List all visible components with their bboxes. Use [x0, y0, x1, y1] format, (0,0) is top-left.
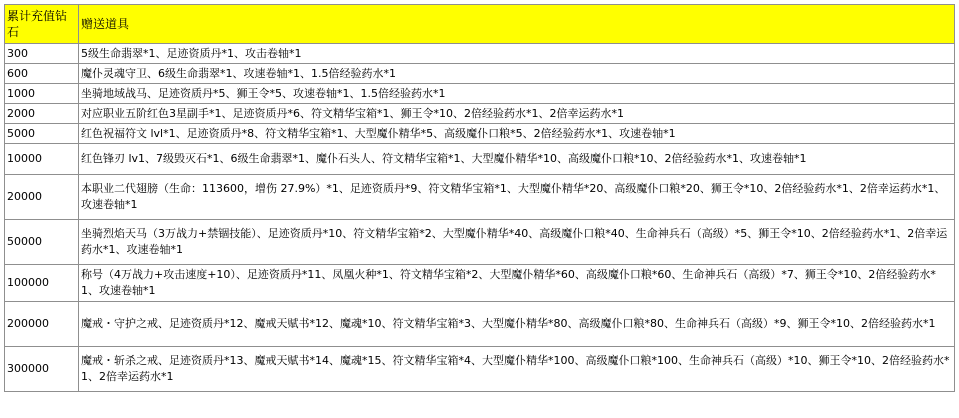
table-row	[5, 265, 955, 302]
header-items: 赠送道具	[79, 5, 955, 44]
row-items: 坐骑烈焰天马（3万战力+禁锢技能）、足迹资质丹*10、符文精华宝箱*2、大型魔仆精华*40、高级魔仆口粮*40、生命神兵石（高级）*5、狮王令*10、2倍经验药水*1、2倍幸运药水*1、攻速卷轴*1	[79, 220, 955, 265]
row-amount: 1000	[5, 84, 79, 104]
row-items: 红色祝福符文 lvl*1、足迹资质丹*8、符文精华宝箱*1、大型魔仆精华*5、高级魔仆口粮*5、2倍经验药水*1、攻速卷轴*1	[79, 124, 955, 144]
row-amount: 2000	[5, 104, 79, 124]
table-row	[5, 347, 955, 392]
table-row	[5, 124, 955, 144]
row-amount: 300	[5, 44, 79, 64]
row-items: 对应职业五阶红色3星副手*1、足迹资质丹*6、符文精华宝箱*1、狮王令*10、2倍经验药水*1、2倍幸运药水*1	[79, 104, 955, 124]
table-row	[5, 220, 955, 265]
row-items: 魔戒・守护之戒、足迹资质丹*12、魔戒天赋书*12、魔魂*10、符文精华宝箱*3、大型魔仆精华*80、高级魔仆口粮*80、生命神兵石（高级）*9、狮王令*10、2倍经验药水*1	[79, 302, 955, 347]
header-amount: 累计充值钻石	[5, 5, 79, 44]
table-row	[5, 104, 955, 124]
row-items: 称号（4万战力+攻击速度+10）、足迹资质丹*11、凤凰火种*1、符文精华宝箱*2、大型魔仆精华*60、高级魔仆口粮*60、生命神兵石（高级）*7、狮王令*10、2倍经验药水*1、攻速卷轴*1	[79, 265, 955, 302]
row-amount: 20000	[5, 175, 79, 220]
table-header-row	[5, 5, 955, 44]
row-items: 红色锋刃 lv1、7级毁灭石*1、6级生命翡翠*1、魔仆石头人、符文精华宝箱*1、大型魔仆精华*10、高级魔仆口粮*10、2倍经验药水*1、攻速卷轴*1	[79, 144, 955, 175]
row-items: 魔仆灵魂守卫、6级生命翡翠*1、攻速卷轴*1、1.5倍经验药水*1	[79, 64, 955, 84]
row-items: 本职业二代翅膀（生命：113600，增伤 27.9%）*1、足迹资质丹*9、符文精华宝箱*1、大型魔仆精华*20、高级魔仆口粮*20、狮王令*10、2倍经验药水*1、2倍幸运药水*1、攻速卷轴*1	[79, 175, 955, 220]
table-row	[5, 44, 955, 64]
recharge-reward-table	[4, 4, 955, 392]
table-row	[5, 302, 955, 347]
table-row	[5, 175, 955, 220]
row-amount: 10000	[5, 144, 79, 175]
row-items: 魔戒・斩杀之戒、足迹资质丹*13、魔戒天赋书*14、魔魂*15、符文精华宝箱*4、大型魔仆精华*100、高级魔仆口粮*100、生命神兵石（高级）*10、狮王令*10、2倍经验药水*1、2倍幸运药水*1	[79, 347, 955, 392]
row-amount: 100000	[5, 265, 79, 302]
row-amount: 600	[5, 64, 79, 84]
table-row	[5, 84, 955, 104]
row-amount: 300000	[5, 347, 79, 392]
row-amount: 5000	[5, 124, 79, 144]
table-row	[5, 64, 955, 84]
row-amount: 50000	[5, 220, 79, 265]
row-amount: 200000	[5, 302, 79, 347]
row-items: 5级生命翡翠*1、足迹资质丹*1、攻击卷轴*1	[79, 44, 955, 64]
row-items: 坐骑地域战马、足迹资质丹*5、狮王令*5、攻速卷轴*1、1.5倍经验药水*1	[79, 84, 955, 104]
table-row	[5, 144, 955, 175]
